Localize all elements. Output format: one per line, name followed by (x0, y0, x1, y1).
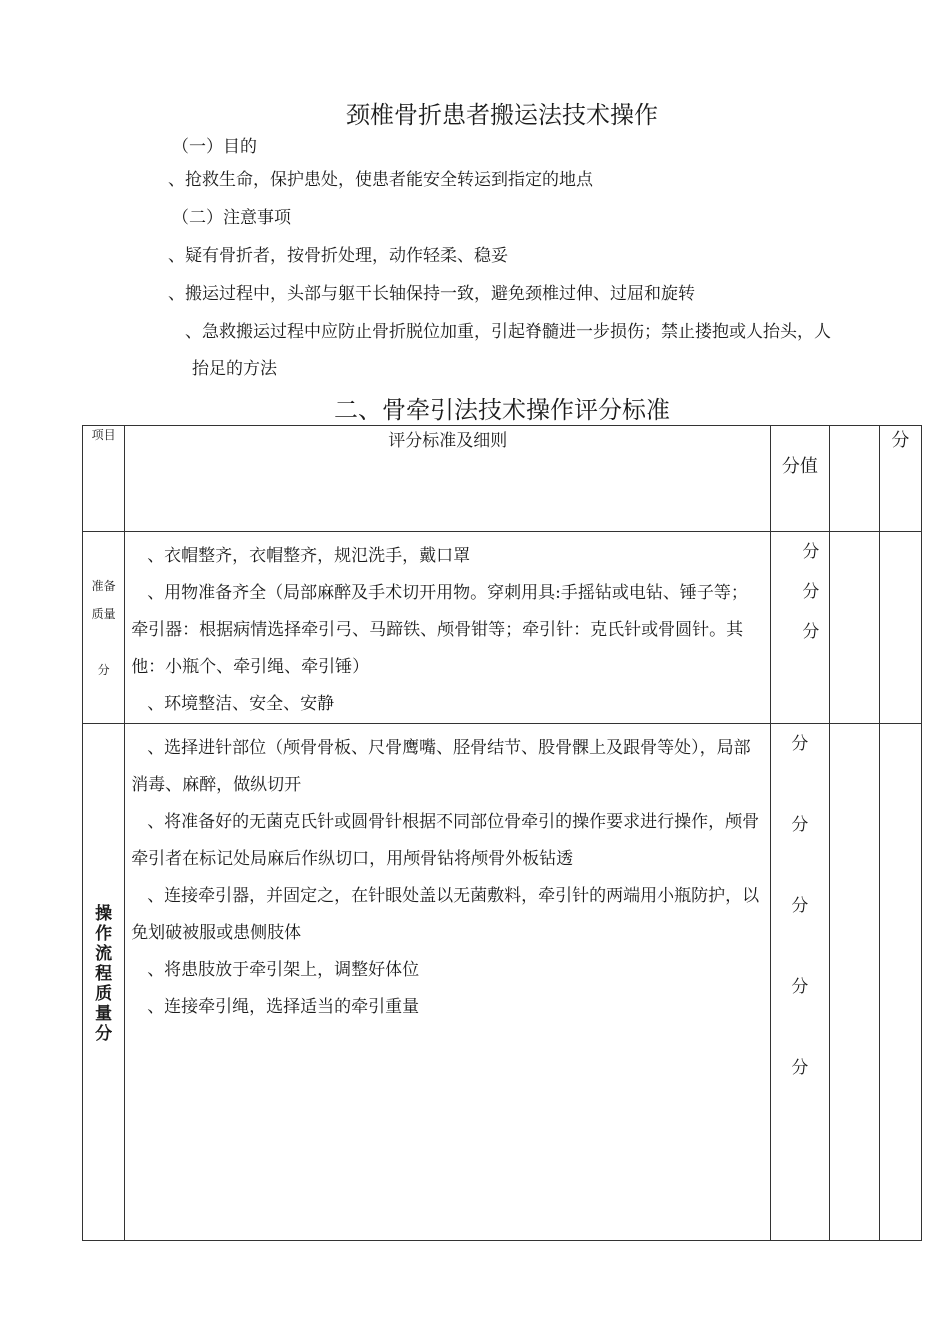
section-title-scoring: 二、骨牵引法技术操作评分标准 (334, 396, 670, 424)
points-value: 分 (802, 622, 820, 642)
points-value: 分 (791, 1058, 809, 1078)
section-purpose-heading: （一）目的 (172, 137, 257, 157)
prep-label-line (83, 628, 124, 656)
list-item: 、衣帽整齐，衣帽整齐，规氾洗手，戴口罩 (147, 546, 471, 566)
header-item: 项目 (83, 426, 125, 532)
points-value: 分 (791, 896, 809, 916)
proc-points-cell (771, 724, 829, 1241)
list-item: 、将准备好的无菌克氏针或圆骨针根据不同部位骨牵引的操作要求进行操作，颅骨牵引者在标记处局麻后作纵切口，用颅骨钻将颅骨外板钻透 (131, 812, 760, 869)
proc-blank-cell (829, 724, 879, 1241)
header-score: 分 (879, 426, 921, 532)
table-row-procedure (83, 724, 922, 1241)
header-value: 分值 (771, 426, 829, 532)
table-row-preparation (83, 532, 922, 724)
notes-item-3: 、急救搬运过程中应防止骨折脱位加重，引起脊髓进一步损伤；禁止搂抱或人抬头，人 (185, 322, 831, 342)
points-value: 分 (802, 582, 820, 602)
prep-label-cell (83, 532, 125, 724)
list-item: 、将患肢放于牵引架上，调整好体位 (147, 960, 420, 980)
list-item: 、用物准备齐全（局部麻醉及手术切开用物。穿刺用具:手摇钻或电钻、锤子等；牵引器：根据病情选择牵引弓、马蹄铁、颅骨钳等；牵引针：克氏针或骨圆针。其他：小瓶个、牵引绳、牵引锤） (131, 583, 748, 677)
prep-label-line: 准备 (91, 579, 116, 593)
prep-blank-cell (829, 532, 879, 724)
notes-item-1: 、疑有骨折者，按骨折处理，动作轻柔、稳妥 (168, 246, 508, 266)
prep-label-line: 质量 (91, 607, 116, 621)
proc-label: 操作流程质量分 (95, 904, 113, 1044)
notes-item-3-continued: 抬足的方法 (192, 359, 277, 379)
header-criteria: 评分标准及细则 (125, 426, 771, 532)
list-item: 、连接牵引绳，选择适当的牵引重量 (147, 997, 420, 1017)
points-value: 分 (791, 734, 809, 754)
prep-criteria-cell (125, 532, 771, 724)
points-value: 分 (802, 542, 820, 562)
list-item: 、连接牵引器，并固定之，在针眼处盖以无菌敷料，牵引针的两端用小瓶防护，以免划破被服或患侧肢体 (131, 886, 760, 943)
points-value: 分 (791, 977, 809, 997)
proc-criteria-cell (125, 724, 771, 1241)
points-value: 分 (791, 815, 809, 835)
header-blank (829, 426, 879, 532)
list-item: 、环境整洁、安全、安静 (147, 694, 335, 714)
scoring-table (82, 425, 922, 1241)
proc-score-cell (879, 724, 921, 1241)
prep-label-line: 分 (97, 663, 110, 677)
document-title: 颈椎骨折患者搬运法技术操作 (346, 101, 658, 129)
prep-points-cell (771, 532, 829, 724)
section-notes-heading: （二）注意事项 (172, 208, 291, 228)
prep-score-cell (879, 532, 921, 724)
notes-item-2: 、搬运过程中，头部与躯干长轴保持一致，避免颈椎过伸、过屈和旋转 (168, 284, 695, 304)
purpose-item: 、抢救生命，保护患处，使患者能安全转运到指定的地点 (168, 170, 593, 190)
list-item: 、选择进针部位（颅骨骨板、尺骨鹰嘴、胫骨结节、股骨髁上及跟骨等处），局部消毒、麻醉，做纵切开 (131, 738, 751, 795)
proc-label-cell (83, 724, 125, 1241)
table-header-row (83, 426, 922, 532)
